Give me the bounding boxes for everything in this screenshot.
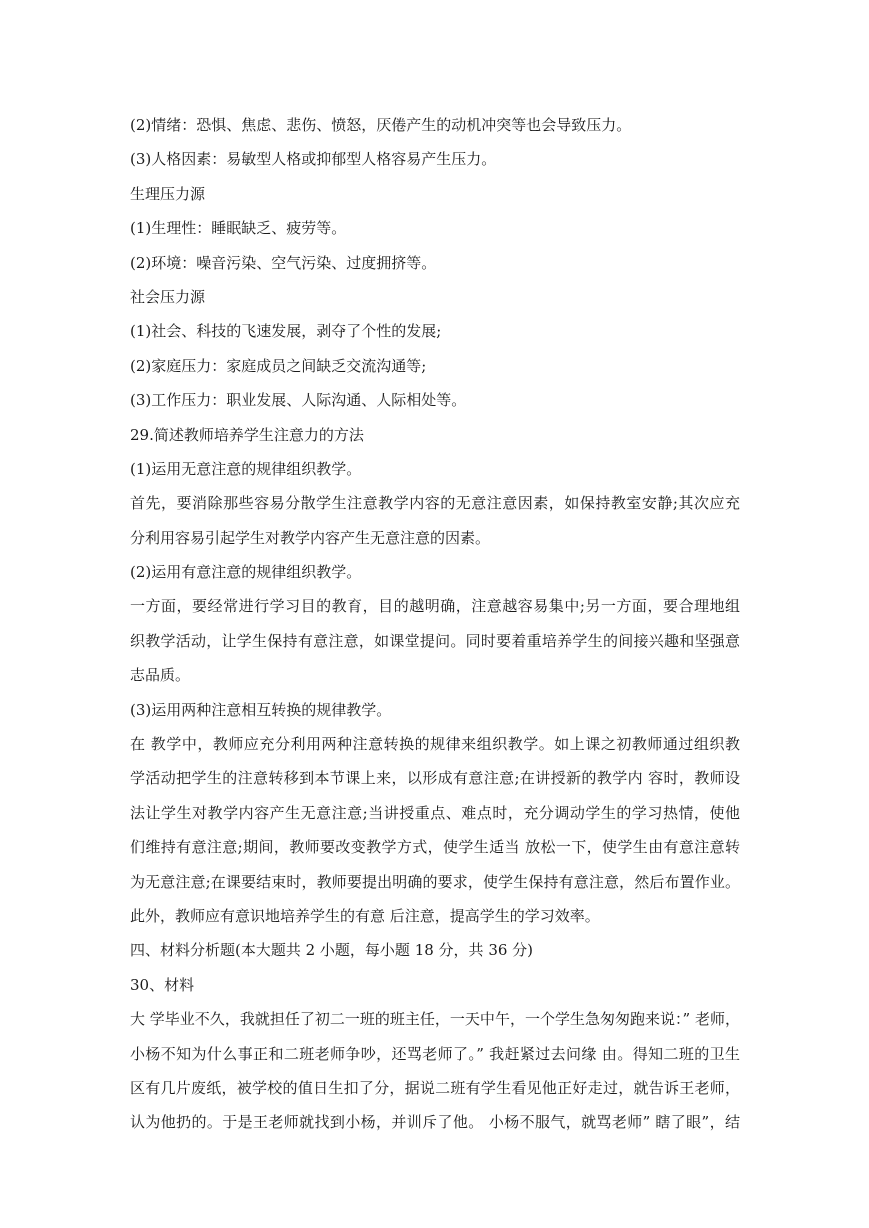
text-line: (1)运用无意注意的规律组织教学。 [130,459,362,478]
paragraph-line: 小杨不知为什么事正和二班老师争吵，还骂老师了。” 我赶紧过去问缘 由。得知二班的卫生 [130,1044,740,1063]
section-heading: 社会压力源 [130,287,206,306]
question-heading: 29.简述教师培养学生注意力的方法 [130,425,364,444]
section-heading: 生理压力源 [130,184,206,203]
section-heading: 四、材料分析题(本大题共 2 小题，每小题 18 分，共 36 分) [130,941,534,960]
paragraph-line: 志品质。 [130,666,191,685]
text-line: (1)社会、科技的飞速发展，剥夺了个性的发展; [130,322,442,341]
document-body [130,108,740,1140]
paragraph-line: 一方面，要经常进行学习目的教育，目的越明确，注意越容易集中;另一方面，要合理地组 [130,597,740,616]
text-line: (2)情绪：恐惧、焦虑、悲伤、愤怒，厌倦产生的动机冲突等也会导致压力。 [130,116,632,134]
text-line: (2)运用有意注意的规律组织教学。 [130,563,362,582]
text-line: (2)家庭压力：家庭成员之间缺乏交流沟通等; [130,356,427,375]
text-line: (1)生理性：睡眠缺乏、疲劳等。 [130,219,347,238]
text-line: (3)运用两种注意相互转换的规律教学。 [130,700,392,719]
text-line: (3)工作压力：职业发展、人际沟通、人际相处等。 [130,391,467,410]
paragraph-line: 认为他扔的。于是王老师就找到小杨，并训斥了他。 小杨不服气，就骂老师” 瞎了眼”，结 [130,1113,740,1132]
paragraph-line: 们维持有意注意;期间，教师要改变教学方式，使学生适当 放松一下，使学生由有意注意转 [130,838,740,857]
paragraph-line: 织教学活动，让学生保持有意注意，如课堂提问。同时要着重培养学生的间接兴趣和坚强意 [130,631,740,650]
paragraph-line: 区有几片废纸，被学校的值日生扣了分，据说二班有学生看见他正好走过，就告诉王老师， [130,1078,740,1097]
paragraph-line: 为无意注意;在课要结束时，教师要提出明确的要求，使学生保持有意注意，然后布置作业。 [130,872,740,891]
paragraph-line: 首先，要消除那些容易分散学生注意教学内容的无意注意因素，如保持教室安静;其次应充 [130,494,740,513]
paragraph-line: 法让学生对教学内容产生无意注意;当讲授重点、难点时，充分调动学生的学习热情，使他 [130,803,740,822]
text-line: (2)环境：噪音污染、空气污染、过度拥挤等。 [130,253,437,272]
paragraph-line: 在 教学中，教师应充分利用两种注意转换的规律来组织教学。如上课之初教师通过组织教 [130,735,740,754]
paragraph-line: 学活动把学生的注意转移到本节课上来，以形成有意注意;在讲授新的教学内 容时，教师设 [130,769,740,788]
paragraph-line: 此外，教师应有意识地培养学生的有意 后注意，提高学生的学习效率。 [130,906,600,925]
text-line: (3)人格因素：易敏型人格或抑郁型人格容易产生压力。 [130,150,497,169]
question-heading: 30、材料 [130,975,195,994]
paragraph-line: 大 学毕业不久，我就担任了初二一班的班主任，一天中午，一个学生急匆匆跑来说：” 老师， [130,1010,740,1029]
paragraph-line: 分利用容易引起学生对教学内容产生无意注意的因素。 [130,528,491,547]
